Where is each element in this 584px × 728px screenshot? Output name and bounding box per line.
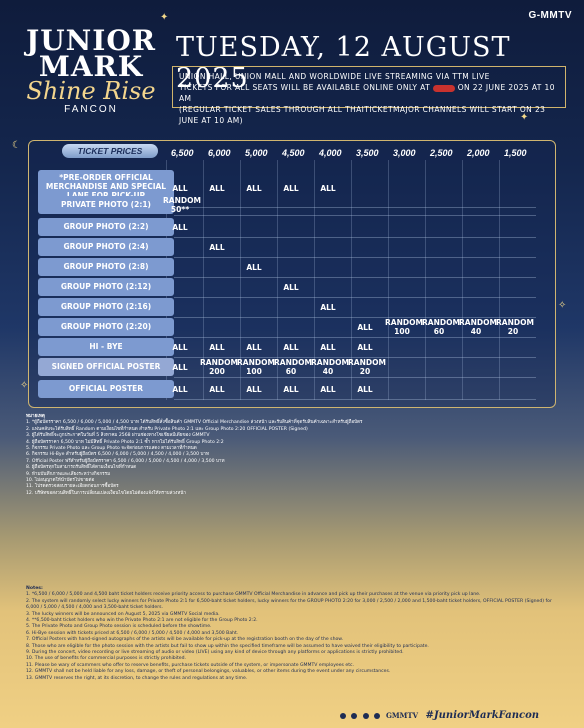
info-box: [172, 66, 566, 125]
thai-note: 12. บริษัทขอสงวนสิทธิ์ในการเปลี่ยนแปลงเงื่อนไขโดยไม่ต้องแจ้งให้ทราบล่วงหน้า: [26, 490, 186, 496]
row-label: GROUP PHOTO (2:4): [38, 238, 174, 256]
instagram-icon[interactable]: [351, 713, 357, 719]
english-note: 6. Hi-Bye session with tickets priced at 6,500 / 6,000 / 5,000 / 4,500 / 4,000 and 3,500 Baht.: [26, 630, 239, 636]
youtube-icon[interactable]: [363, 713, 369, 719]
english-note: 4. **6,500-baht ticket holders who win the Private Photo 2:1 are not eligible for the Group Photo 2:2.: [26, 618, 258, 624]
row-label: GROUP PHOTO (2:8): [38, 258, 174, 276]
sparkle-icon: ☾: [12, 140, 21, 151]
ticket-cell: ALL: [320, 183, 336, 193]
price-header-cell: 2,500: [430, 148, 453, 158]
ticket-cell: RANDOM 200: [200, 358, 238, 376]
price-header-cell: 4,500: [282, 148, 305, 158]
ticket-cell: RANDOM 60: [422, 318, 460, 336]
row-divider: [174, 337, 536, 338]
ticket-line: TICKETS FOR ALL SEATS WILL BE AVAILABLE ONLINE ONLY AT ON 22 JUNE 2025 AT 10 AM: [179, 83, 555, 103]
row-divider: [174, 237, 536, 238]
sparkle-icon: ✧: [558, 300, 567, 311]
ticket-cell: ALL: [172, 222, 188, 232]
english-note: 10. The use of benefits for commercial purposes is strictly prohibited.: [26, 656, 186, 662]
ticket-cell: ALL: [283, 342, 299, 352]
row-label: GROUP PHOTO (2:16): [38, 298, 174, 316]
ticket-cell: ALL: [172, 342, 188, 352]
ticket-cell: RANDOM 20: [348, 358, 386, 376]
english-note: 12. GMMTV shall not be held liable for any loss, damage, or theft of personal belongings, valuables, or other items during the event under any circumstances.: [26, 669, 391, 675]
logo-line2: MARK: [38, 50, 144, 83]
price-header-cell: 5,000: [245, 148, 268, 158]
ticket-cell: ALL: [283, 282, 299, 292]
row-divider: [174, 207, 536, 208]
row-divider: [174, 277, 536, 278]
row-label: GROUP PHOTO (2:20): [38, 318, 174, 336]
english-note: 9. During the concert, video recording or live streaming of audio or video (LIVE) using any kind of device through any platforms or applications is strictly prohibited.: [26, 650, 404, 656]
ticket-cell: ALL: [320, 302, 336, 312]
price-header-cell: 3,500: [356, 148, 379, 158]
footer-handle: GMMTV: [385, 711, 419, 720]
thai-note: 11. โปรดตรวจสอบรายละเอียดก่อนการซื้อบัตร: [26, 484, 119, 490]
brand-logo: G-MMTV: [528, 10, 572, 21]
column-divider: [388, 160, 389, 400]
row-divider: [174, 257, 536, 258]
row-divider: [174, 377, 536, 378]
venue-line: UNION HALL, UNION MALL AND WORLDWIDE LIVE STREAMING VIA TTM LIVE: [179, 72, 490, 81]
ticket-cell: ALL: [320, 342, 336, 352]
price-header-cell: 6,000: [208, 148, 231, 158]
sparkle-icon: ✧: [20, 380, 29, 391]
thai-note: 9. ห้ามบันทึกภาพและเสียงระหว่างกิจกรรม: [26, 471, 111, 477]
thai-note: 4. ผู้ถือบัตรราคา 6,500 บาท ไม่มีสิทธิ์ Private Photo 2:1 ซ้ำ หากไม่ได้รับสิทธิ์ Group Photo 2:2: [26, 439, 224, 445]
ticket-cell: ALL: [246, 183, 262, 193]
ticket-cell: ALL: [320, 384, 336, 394]
ticket-cell: ALL: [283, 183, 299, 193]
event-logo: [16, 24, 166, 115]
ticket-cell: ALL: [357, 384, 373, 394]
row-label: *PRE-ORDER OFFICIAL MERCHANDISE AND SPECIAL: [38, 170, 174, 206]
thai-notes: [26, 414, 566, 497]
ticket-cell: RANDOM 60: [274, 358, 312, 376]
ticket-cell: RANDOM 100: [385, 318, 423, 336]
english-note: 13. GMMTV reserves the right, at its discretion, to change the rules and regulations at any time.: [26, 675, 248, 681]
row-label: SIGNED OFFICIAL POSTER: [38, 358, 174, 376]
price-header-cell: 2,000: [467, 148, 490, 158]
thaiticketmajor-logo-icon: [433, 85, 455, 92]
price-header-cell: 4,000: [319, 148, 342, 158]
ticket-prices-label: TICKET PRICES: [62, 144, 158, 158]
sparkle-icon: ✦: [160, 12, 169, 23]
price-header-cell: 6,500: [171, 148, 194, 158]
english-note: 3. The lucky winners will be announced on August 5, 2025 via GMMTV Social media.: [26, 611, 220, 617]
footer-hashtag: #JuniorMarkFancon: [425, 710, 540, 721]
ticket-cell: RANDOM 50**: [163, 196, 201, 214]
row-divider: [174, 399, 536, 400]
row-label: PRIVATE PHOTO (2:1): [38, 196, 174, 214]
thai-note: 7. Official Poster ฟรีสำหรับผู้ถือบัตรราคา 6,500 / 6,000 / 5,000 / 4,500 / 4,000 / 3,500 บาท: [26, 458, 225, 464]
thai-note: 5. กิจกรรม Private Photo และ Group Photo จะจัดก่อนการแสดง ตามเวลาที่กำหนด: [26, 446, 197, 452]
english-note: 8. Those who are eligible for the photo session with the artists but fail to show up within the specified timeframe will be assumed to have waived their eligibility to participate.: [26, 643, 429, 649]
ticket-cell: ALL: [209, 183, 225, 193]
sparkle-icon: ✦: [520, 112, 529, 123]
ticket-cell: ALL: [246, 262, 262, 272]
price-header-cell: 3,000: [393, 148, 416, 158]
column-divider: [425, 160, 426, 400]
ticket-cell: ALL: [209, 342, 225, 352]
english-note: 2. The system will randomly select lucky winners for Private Photo 2:1 for 6,500-baht ticket holders, lucky winners for the GROUP PHOTO 2:20 for 3,000 / 2,500 / 2,000 and 1,500-baht ticket holders, OFFICIAL POSTER (Signed) for 6,000 / 5,000 / 4,500 / 4,000 and 3,500-baht ticket holders.: [26, 598, 552, 611]
footer: [340, 710, 574, 722]
ticket-cell: RANDOM 20: [496, 318, 534, 336]
ticket-cell: ALL: [209, 384, 225, 394]
thai-note: 3. ผู้ได้รับสิทธิ์จะถูกประกาศในวันที่ 5 สิงหาคม 2568 ผ่านช่องทางโซเชียลมีเดียของ GMMTV: [26, 433, 210, 439]
thai-note: 1. *ผู้ถือบัตรราคา 6,500 / 6,000 / 5,000 / 4,500 บาท ได้รับสิทธิ์สั่งซื้อสินค้า GMMTV Official Merchandise ล่วงหน้า และรับสินค้าที่จุดรับสินค้าเฉพาะสำหรับผู้ถือบัตร: [26, 420, 363, 426]
english-note: 1. *6,500 / 6,000 / 5,000 and 4,500 baht ticket holders receive priority access to purchase GMMTV Official Merchandise in advance and pick up their purchases at the venue via priority pick up lane.: [26, 592, 481, 598]
ticket-cell: ALL: [209, 242, 225, 252]
thai-note: 2. แฟนคลับจะได้รับสิทธิ์ Random ตามเงื่อนไขที่กำหนด สำหรับ Private Photo 2:1 และ Group Photo 2:20 OFFICIAL POSTER (Signed): [26, 426, 308, 432]
event-date: TUESDAY, 12 AUGUST 2025: [176, 32, 511, 94]
x-icon[interactable]: [374, 713, 380, 719]
ticket-cell: RANDOM 40: [311, 358, 349, 376]
ticket-cell: RANDOM 100: [237, 358, 275, 376]
ticket-cell: ALL: [357, 342, 373, 352]
ticket-cell: ALL: [172, 384, 188, 394]
logo-line4: FANCON: [64, 104, 118, 115]
thai-note: 8. ผู้ถือบัตรทุกใบสามารถรับสิทธิ์ได้ตามเงื่อนไขที่กำหนด: [26, 465, 137, 471]
ticket-cell: ALL: [357, 322, 373, 332]
english-notes-title: Notes:: [26, 586, 43, 591]
ticket-cell: ALL: [172, 362, 188, 372]
row-label: GROUP PHOTO (2:12): [38, 278, 174, 296]
ticket-cell: RANDOM 40: [459, 318, 497, 336]
english-notes: [26, 586, 566, 682]
ticket-cell: ALL: [246, 342, 262, 352]
ticket-cell: ALL: [172, 183, 188, 193]
thai-note: 6. กิจกรรม Hi-Bye สำหรับผู้ถือบัตร 6,500 / 6,000 / 5,000 / 4,500 / 4,000 / 3,500 บาท: [26, 452, 209, 458]
english-note: 5. The Private Photo and Group Photo session is scheduled before the showtime.: [26, 624, 212, 630]
column-divider: [499, 160, 500, 400]
regular-sale-line: (REGULAR TICKET SALES THROUGH ALL THAITICKETMAJOR CHANNELS WILL START ON 23 JUNE AT 10 AM): [179, 105, 546, 125]
thai-note: 10. ไม่อนุญาตให้นำบัตรไปขายต่อ: [26, 478, 95, 484]
column-divider: [462, 160, 463, 400]
row-divider: [174, 297, 536, 298]
row-divider: [174, 215, 536, 216]
logo-line3: Shine Rise: [26, 77, 156, 105]
price-header-cell: 1,500: [504, 148, 527, 158]
row-label: HI - BYE: [38, 338, 174, 356]
english-note: 11. Please be wary of scammers who offer to reserve benefits, purchase tickets outside of the system, or impersonate GMMTV employees etc.: [26, 662, 355, 668]
thai-notes-title: หมายเหตุ: [26, 414, 45, 419]
ticket-cell: ALL: [283, 384, 299, 394]
row-label: OFFICIAL POSTER: [38, 380, 174, 398]
english-note: 7. Official Posters with hand-signed autographs of the artists will be available for pick-up at the registration booth on the day of the show.: [26, 637, 344, 643]
ticket-cell: ALL: [246, 384, 262, 394]
row-label: GROUP PHOTO (2:2): [38, 218, 174, 236]
facebook-icon[interactable]: [340, 713, 346, 719]
logo-line1: JUNIOR: [25, 24, 157, 57]
